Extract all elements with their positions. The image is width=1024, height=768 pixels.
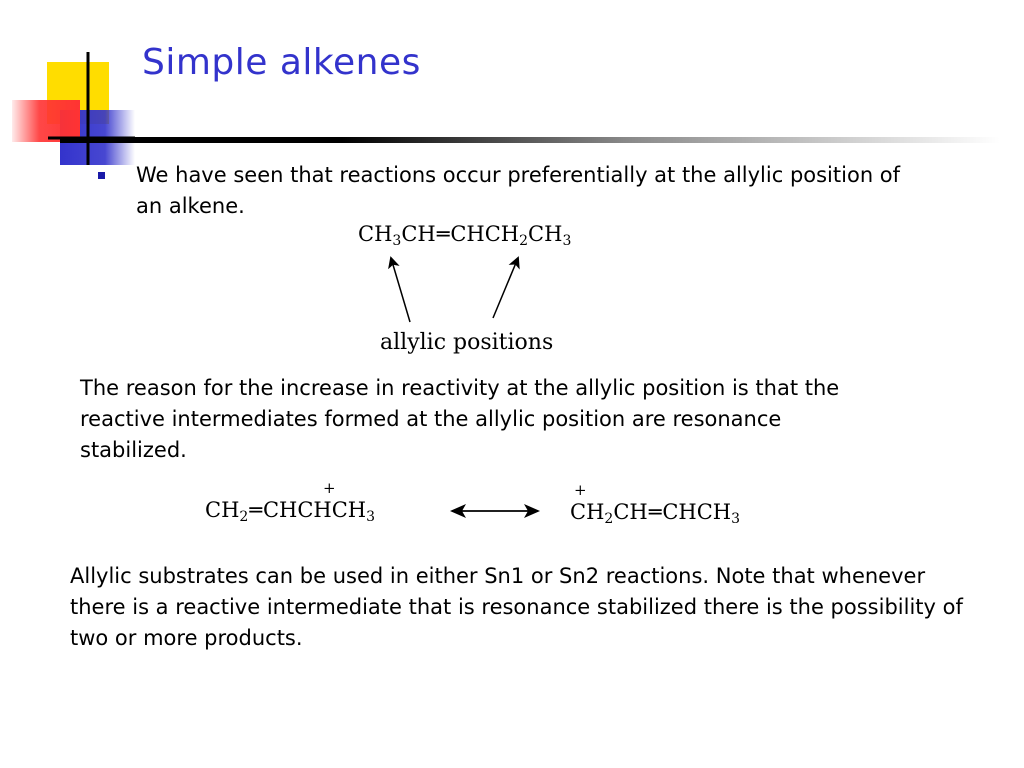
slide-title: Simple alkenes bbox=[142, 42, 421, 83]
pointer-arrow-icon bbox=[391, 258, 410, 322]
allylic-positions-label: allylic positions bbox=[380, 330, 554, 355]
formula-subscript: 3 bbox=[392, 233, 402, 249]
formula-subscript: 2 bbox=[604, 511, 614, 527]
cation-charge: + bbox=[323, 479, 336, 497]
formula-text: CHCH bbox=[662, 500, 732, 524]
formula-subscript: 2 bbox=[519, 233, 529, 249]
double-arrow-icon bbox=[450, 504, 540, 518]
formula-text: CHCHCH bbox=[262, 498, 367, 522]
formula-text: CH bbox=[205, 498, 240, 522]
double-bond-icon: ═ bbox=[249, 498, 262, 522]
formula-subscript: 2 bbox=[239, 509, 249, 525]
formula-text: CH bbox=[401, 222, 436, 246]
bullet-text: We have seen that reactions occur preferentially at the allylic position of an alkene. bbox=[136, 163, 901, 218]
formula-subscript: 3 bbox=[562, 233, 572, 249]
pointer-arrow-icon bbox=[493, 258, 518, 318]
formula-text: CHCH bbox=[450, 222, 520, 246]
formula-text: CH bbox=[613, 500, 648, 524]
double-bond-icon: ═ bbox=[436, 222, 450, 246]
paragraph-substrates: Allylic substrates can be used in either Sn1 or Sn2 reactions. Note that whenever there is a reactive intermediate that is resonance stabilized there is the possibility of two or more products. bbox=[70, 564, 963, 650]
formula-text: CH bbox=[570, 500, 605, 524]
paragraph-resonance: The reason for the increase in reactivity at the allylic position is that the reactive intermediates formed at the allylic position are resonance stabilized. bbox=[80, 376, 840, 462]
double-bond-icon: ═ bbox=[648, 500, 662, 524]
formula-subscript: 3 bbox=[731, 511, 741, 527]
formula-resonance-left bbox=[205, 498, 375, 525]
formula-text: CH bbox=[528, 222, 563, 246]
formula-subscript: 3 bbox=[366, 509, 376, 525]
formula-text: CH bbox=[358, 222, 393, 246]
formula-resonance-right bbox=[570, 500, 740, 527]
cation-charge: + bbox=[574, 481, 587, 499]
